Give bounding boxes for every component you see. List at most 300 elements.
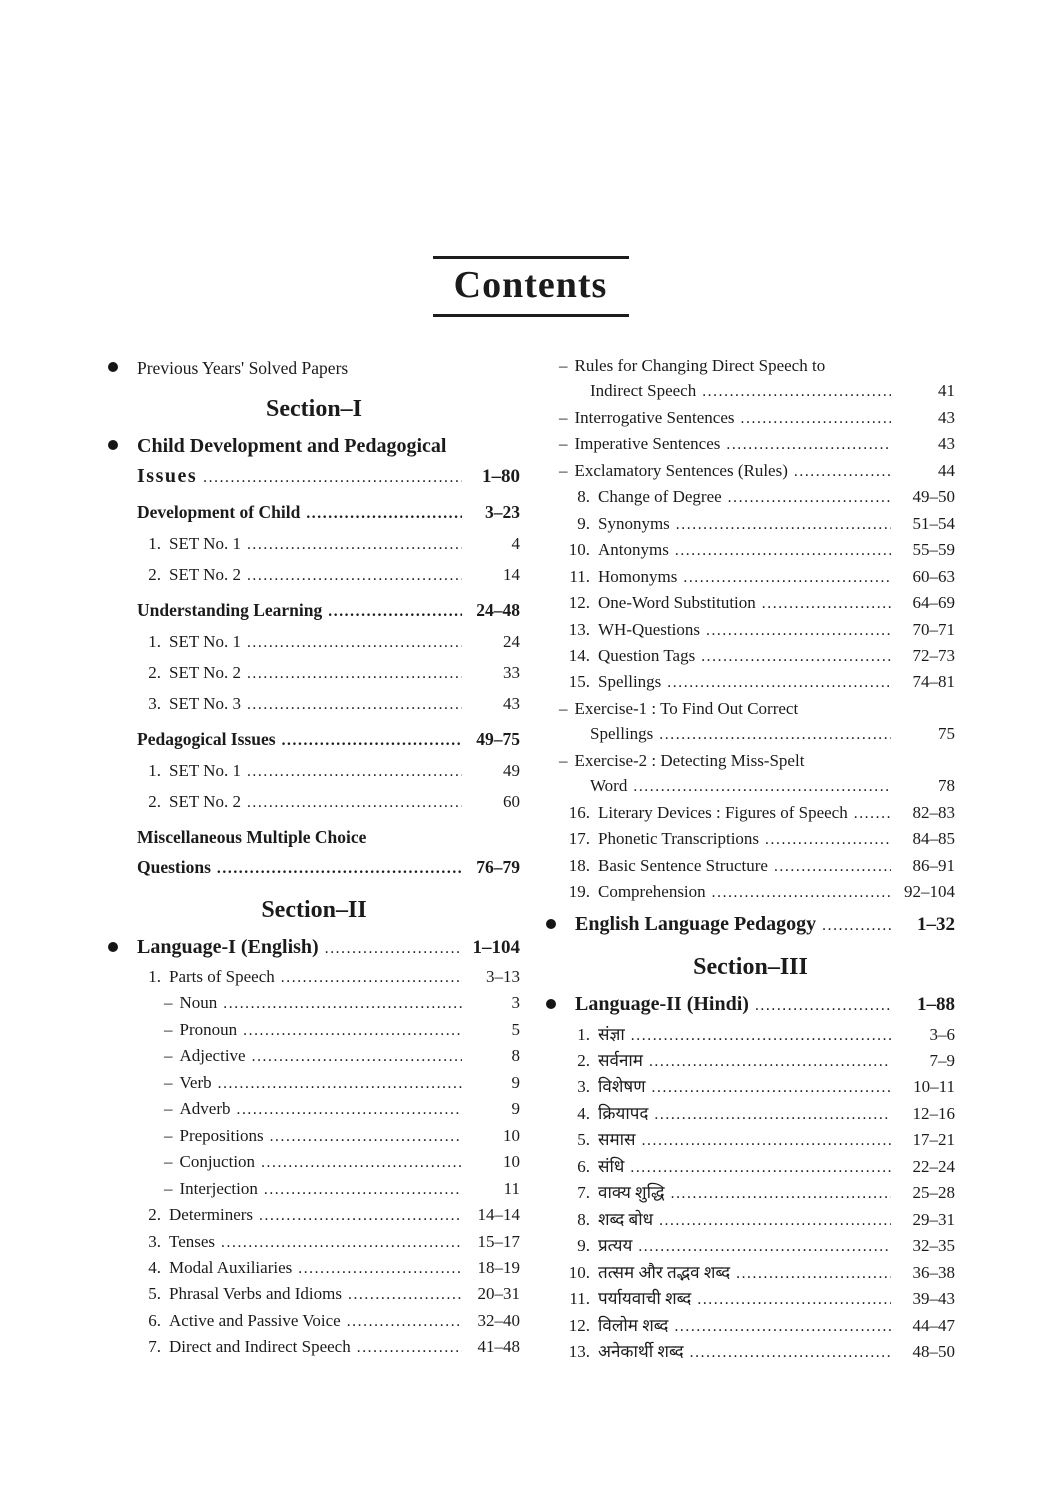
- toc-label: Rules for Changing Direct Speech to: [574, 356, 826, 375]
- item-number: 18.: [568, 855, 590, 875]
- toc-row: [108, 964, 520, 990]
- dot-leader: [630, 1155, 891, 1180]
- toc-pages: 7–9: [929, 1050, 955, 1070]
- bullet-icon: [546, 919, 556, 929]
- item-number: 10.: [568, 540, 590, 560]
- toc-pages: 43: [938, 434, 955, 454]
- toc-row: [546, 537, 955, 563]
- toc-pages: 25–28: [912, 1183, 955, 1203]
- toc-label: Phonetic Transcriptions: [598, 829, 760, 849]
- toc-label: Development of Child: [137, 502, 301, 522]
- toc-label: Change of Degree: [598, 487, 722, 507]
- toc-pages: 14: [503, 565, 520, 584]
- dash-icon: –: [164, 1046, 173, 1066]
- toc-row: [546, 1101, 955, 1127]
- toc-row: [108, 932, 520, 964]
- dot-leader: [631, 1023, 891, 1048]
- toc-row: [108, 1229, 520, 1255]
- dot-leader: [217, 854, 462, 884]
- dot-leader: [223, 991, 462, 1016]
- toc-pages: 24: [503, 632, 520, 651]
- toc-pages: 70–71: [912, 619, 955, 639]
- toc-label: Previous Years' Solved Papers: [137, 358, 349, 378]
- toc-pages: 75: [938, 724, 955, 744]
- dot-leader: [348, 1282, 462, 1307]
- item-number: 6.: [148, 1310, 161, 1330]
- toc-label: अनेकार्थी शब्द: [598, 1341, 684, 1361]
- toc-row: [546, 1260, 955, 1286]
- item-number: 1.: [148, 761, 161, 780]
- toc-columns: [108, 353, 955, 1365]
- item-number: 3.: [148, 1231, 161, 1251]
- bullet-icon: [108, 362, 118, 372]
- toc-label: Modal Auxiliaries: [169, 1257, 293, 1277]
- toc-pages: 55–59: [912, 540, 955, 560]
- toc-label: Comprehension: [598, 882, 706, 902]
- dot-leader: [347, 1309, 462, 1334]
- dot-leader: [690, 1340, 891, 1365]
- dash-icon: –: [559, 407, 568, 427]
- item-number: 2.: [148, 792, 161, 811]
- toc-label: Interrogative Sentences: [574, 407, 735, 427]
- toc-row: [108, 353, 520, 383]
- toc-row: [108, 529, 520, 560]
- bullet-icon: [108, 942, 118, 952]
- toc-label: Questions: [137, 857, 211, 877]
- toc-row: [108, 627, 520, 658]
- dot-leader: [357, 1335, 462, 1360]
- toc-row: [108, 1017, 520, 1043]
- toc-row: [546, 989, 955, 1021]
- toc-label: English Language Pedagogy: [575, 912, 817, 935]
- toc-label: समास: [598, 1130, 636, 1150]
- dot-leader: [247, 788, 462, 818]
- toc-pages: 22–24: [912, 1156, 955, 1176]
- toc-row: [546, 909, 955, 941]
- toc-label: Direct and Indirect Speech: [169, 1337, 351, 1357]
- toc-row: [108, 595, 520, 627]
- toc-pages: 10–11: [913, 1077, 955, 1097]
- item-number: 2.: [577, 1050, 590, 1070]
- toc-pages: 32–35: [912, 1236, 955, 1256]
- toc-row: [108, 658, 520, 689]
- toc-row: [546, 748, 955, 773]
- dash-icon: –: [164, 1178, 173, 1198]
- toc-pages: 3–6: [929, 1024, 955, 1044]
- dot-leader: [306, 499, 462, 529]
- toc-pages: 92–104: [904, 882, 955, 902]
- toc-label: वाक्य शुद्धि: [598, 1183, 665, 1203]
- toc-label: Understanding Learning: [137, 600, 323, 620]
- page-title: Contents: [453, 264, 608, 306]
- item-number: 12.: [568, 593, 590, 613]
- toc-row: [546, 1313, 955, 1339]
- toc-pages: 9: [511, 1072, 520, 1092]
- toc-label: Exclamatory Sentences (Rules): [574, 460, 788, 480]
- toc-row: [546, 1127, 955, 1153]
- dot-leader: [701, 644, 891, 669]
- toc-pages: 51–54: [912, 513, 955, 533]
- item-number: 17.: [568, 829, 590, 849]
- toc-label: Pedagogical Issues: [137, 729, 276, 749]
- toc-pages: 82–83: [912, 802, 955, 822]
- toc-label: Noun: [179, 993, 218, 1013]
- item-number: 7.: [577, 1183, 590, 1203]
- item-number: 10.: [568, 1262, 590, 1282]
- toc-row: [546, 643, 955, 669]
- toc-label: Miscellaneous Multiple Choice: [137, 827, 367, 847]
- toc-pages: 43: [938, 407, 955, 427]
- toc-label: Exercise-2 : Detecting Miss-Spelt: [574, 750, 805, 770]
- item-number: 11.: [569, 566, 590, 586]
- dash-icon: –: [559, 434, 568, 454]
- toc-label: प्रत्यय: [598, 1236, 633, 1256]
- dot-leader: [854, 801, 891, 826]
- toc-label: Word: [590, 776, 628, 796]
- toc-pages: 11: [503, 1178, 520, 1198]
- toc-label: Adverb: [179, 1099, 231, 1119]
- toc-label: SET No. 2: [169, 792, 241, 811]
- toc-label: Conjuction: [179, 1152, 256, 1172]
- dot-leader: [247, 757, 462, 787]
- dash-icon: –: [164, 993, 173, 1013]
- dot-leader: [706, 618, 891, 643]
- item-number: 5.: [577, 1130, 590, 1150]
- toc-label: Phrasal Verbs and Idioms: [169, 1284, 342, 1304]
- toc-label: पर्यायवाची शब्द: [598, 1289, 692, 1309]
- toc-row: [546, 826, 955, 852]
- toc-pages: 33: [503, 663, 520, 682]
- toc-row: [108, 1149, 520, 1175]
- dot-leader: [736, 1261, 891, 1286]
- toc-pages: 3–23: [485, 502, 520, 522]
- bullet-icon: [546, 999, 556, 1009]
- item-number: 6.: [577, 1156, 590, 1176]
- toc-pages: 60–63: [912, 566, 955, 586]
- toc-label: विलोम शब्द: [598, 1315, 669, 1335]
- dot-leader: [236, 1097, 462, 1122]
- toc-label: Indirect Speech: [590, 381, 697, 401]
- toc-row: [546, 1233, 955, 1259]
- toc-row: [108, 1281, 520, 1307]
- item-number: 2.: [148, 565, 161, 584]
- toc-pages: 41: [938, 381, 955, 401]
- bullet-icon: [108, 440, 118, 450]
- dot-leader: [702, 379, 891, 404]
- toc-pages: 9: [511, 1099, 520, 1119]
- item-number: 3.: [577, 1077, 590, 1097]
- toc-label: Verb: [179, 1072, 212, 1092]
- toc-label: Parts of Speech: [169, 967, 275, 986]
- dot-leader: [325, 934, 462, 964]
- dot-leader: [261, 1150, 462, 1175]
- toc-pages: 4: [511, 534, 520, 553]
- toc-row: [546, 773, 955, 799]
- dot-leader: [667, 670, 891, 695]
- toc-row: [546, 1207, 955, 1233]
- toc-pages: 36–38: [912, 1262, 955, 1282]
- toc-row: [546, 696, 955, 721]
- dot-leader: [697, 1287, 891, 1312]
- toc-row: [546, 1154, 955, 1180]
- toc-label: Question Tags: [598, 645, 696, 665]
- toc-row: [108, 461, 520, 493]
- toc-row: [546, 1286, 955, 1312]
- toc-label: Literary Devices : Figures of Speech: [598, 802, 848, 822]
- toc-pages: 64–69: [912, 593, 955, 613]
- toc-pages: 29–31: [912, 1209, 955, 1229]
- toc-pages: 84–85: [912, 829, 955, 849]
- toc-row: [108, 756, 520, 787]
- toc-pages: 74–81: [912, 672, 955, 692]
- toc-pages: 76–79: [476, 857, 520, 877]
- dot-leader: [633, 774, 891, 799]
- item-number: 3.: [148, 694, 161, 713]
- toc-label: Child Development and Pedagogical: [137, 435, 447, 457]
- dot-leader: [270, 1124, 462, 1149]
- item-number: 1.: [148, 632, 161, 651]
- toc-label: Spellings: [590, 724, 654, 744]
- toc-label: Exercise-1 : To Find Out Correct: [574, 698, 799, 718]
- dot-leader: [281, 965, 462, 990]
- toc-label: संज्ञा: [598, 1024, 625, 1044]
- toc-row: [108, 990, 520, 1016]
- toc-label: Prepositions: [179, 1125, 264, 1145]
- toc-label: Imperative Sentences: [574, 434, 721, 454]
- toc-pages: 10: [503, 1152, 520, 1172]
- dot-leader: [683, 565, 891, 590]
- dash-icon: –: [559, 750, 568, 770]
- item-number: 1.: [577, 1024, 590, 1044]
- toc-column-left: [108, 353, 520, 1365]
- toc-label: विशेषण: [598, 1077, 646, 1097]
- item-number: 8.: [577, 1209, 590, 1229]
- toc-label: Adjective: [179, 1046, 246, 1066]
- item-number: 1.: [148, 534, 161, 553]
- toc-row: [108, 560, 520, 591]
- item-number: 2.: [148, 663, 161, 682]
- toc-label: Spellings: [598, 672, 662, 692]
- toc-pages: 1–104: [472, 937, 520, 958]
- toc-pages: 43: [503, 694, 520, 713]
- toc-pages: 86–91: [912, 855, 955, 875]
- dot-leader: [674, 1314, 891, 1339]
- toc-pages: 1–80: [482, 466, 520, 487]
- toc-row: [108, 852, 520, 884]
- dot-leader: [712, 880, 891, 905]
- toc-row: [546, 378, 955, 404]
- dot-leader: [675, 538, 891, 563]
- dot-leader: [247, 628, 462, 658]
- item-number: 9.: [577, 1236, 590, 1256]
- toc-pages: 60: [503, 792, 520, 811]
- dot-leader: [794, 459, 891, 484]
- toc-label: Language-II (Hindi): [575, 992, 749, 1015]
- section-heading: Section–II: [261, 897, 367, 923]
- dot-leader: [728, 485, 891, 510]
- toc-row: [546, 353, 955, 378]
- item-number: 14.: [568, 645, 590, 665]
- dot-leader: [252, 1044, 462, 1069]
- dot-leader: [659, 722, 891, 747]
- dot-leader: [765, 827, 891, 852]
- toc-pages: 14–14: [477, 1205, 520, 1225]
- item-number: 4.: [577, 1103, 590, 1123]
- toc-row: [546, 484, 955, 510]
- toc-row: [108, 787, 520, 818]
- dot-leader: [774, 854, 891, 879]
- toc-row: [546, 800, 955, 826]
- toc-pages: 1–32: [917, 913, 955, 935]
- dash-icon: –: [559, 356, 568, 375]
- toc-column-right: [546, 353, 955, 1365]
- dot-leader: [671, 1181, 891, 1206]
- section-heading: Section–I: [266, 396, 362, 422]
- item-number: 5.: [148, 1284, 161, 1304]
- toc-label: SET No. 1: [169, 534, 241, 553]
- toc-label: WH-Questions: [598, 619, 700, 639]
- toc-row: [546, 669, 955, 695]
- toc-label: SET No. 2: [169, 663, 241, 682]
- dot-leader: [649, 1049, 891, 1074]
- dot-leader: [203, 463, 462, 493]
- dot-leader: [642, 1128, 891, 1153]
- toc-row: [108, 497, 520, 529]
- toc-row: [546, 879, 955, 905]
- dash-icon: –: [164, 1152, 173, 1172]
- toc-pages: 49–50: [912, 487, 955, 507]
- dot-leader: [328, 597, 462, 627]
- toc-pages: 32–40: [477, 1310, 520, 1330]
- toc-row: [108, 1202, 520, 1228]
- dot-leader: [638, 1234, 891, 1259]
- toc-label: SET No. 3: [169, 694, 241, 713]
- dash-icon: –: [164, 1099, 173, 1119]
- toc-row: [546, 564, 955, 590]
- item-number: 13.: [568, 619, 590, 639]
- toc-row: [546, 853, 955, 879]
- toc-pages: 1–88: [917, 993, 955, 1015]
- toc-row: [546, 590, 955, 616]
- dash-icon: –: [164, 1125, 173, 1145]
- toc-pages: 24–48: [476, 600, 520, 620]
- toc-row: [108, 431, 520, 461]
- toc-pages: 48–50: [912, 1341, 955, 1361]
- page-title-block: [433, 256, 629, 317]
- toc-label: Basic Sentence Structure: [598, 855, 768, 875]
- dot-leader: [741, 406, 891, 431]
- toc-label: Tenses: [169, 1231, 216, 1251]
- dot-leader: [654, 1102, 891, 1127]
- dash-icon: –: [559, 460, 568, 480]
- item-number: 11.: [569, 1289, 590, 1309]
- toc-row: [546, 1180, 955, 1206]
- toc-row: [546, 1339, 955, 1365]
- toc-row: [546, 1074, 955, 1100]
- dot-leader: [726, 432, 891, 457]
- dot-leader: [218, 1071, 462, 1096]
- toc-label: Synonyms: [598, 513, 670, 533]
- toc-row: [546, 1022, 955, 1048]
- dot-leader: [676, 512, 891, 537]
- dot-leader: [221, 1230, 462, 1255]
- toc-row: [108, 822, 520, 852]
- toc-label: SET No. 1: [169, 632, 241, 651]
- dot-leader: [264, 1177, 462, 1202]
- item-number: 16.: [568, 802, 590, 822]
- dash-icon: –: [164, 1019, 173, 1039]
- toc-row: [108, 1123, 520, 1149]
- toc-label: क्रियापद: [598, 1103, 649, 1123]
- dot-leader: [762, 591, 891, 616]
- toc-label: Homonyms: [598, 566, 678, 586]
- toc-pages: 44: [938, 460, 955, 480]
- toc-pages: 3: [511, 993, 520, 1013]
- dot-leader: [247, 690, 462, 720]
- toc-pages: 12–16: [912, 1103, 955, 1123]
- toc-pages: 49–75: [476, 729, 520, 749]
- dot-leader: [247, 561, 462, 591]
- toc-label: Antonyms: [598, 540, 669, 560]
- toc-label: Active and Passive Voice: [169, 1310, 341, 1330]
- toc-row: [546, 721, 955, 747]
- item-number: 2.: [148, 1205, 161, 1225]
- toc-pages: 8: [511, 1046, 520, 1066]
- toc-label: Determiners: [169, 1205, 254, 1225]
- item-number: 9.: [577, 513, 590, 533]
- toc-row: [108, 1096, 520, 1122]
- toc-pages: 44–47: [912, 1315, 955, 1335]
- dot-leader: [282, 726, 462, 756]
- toc-row: [108, 689, 520, 720]
- dot-leader: [259, 1203, 462, 1228]
- toc-row: [546, 458, 955, 484]
- toc-row: [108, 1255, 520, 1281]
- toc-pages: 15–17: [477, 1231, 520, 1251]
- toc-pages: 10: [503, 1125, 520, 1145]
- toc-row: [108, 1308, 520, 1334]
- dot-leader: [247, 659, 462, 689]
- dash-icon: –: [559, 698, 568, 718]
- toc-row: [108, 1334, 520, 1360]
- toc-pages: 18–19: [477, 1257, 520, 1277]
- toc-row: [108, 1176, 520, 1202]
- toc-row: [108, 1070, 520, 1096]
- toc-label: संधि: [598, 1156, 625, 1176]
- dot-leader: [247, 530, 462, 560]
- section-heading: Section–III: [693, 953, 808, 980]
- toc-row: [546, 405, 955, 431]
- toc-pages: 78: [938, 776, 955, 796]
- dot-leader: [822, 911, 891, 941]
- toc-pages: 39–43: [912, 1289, 955, 1309]
- item-number: 7.: [148, 1337, 161, 1357]
- dot-leader: [298, 1256, 462, 1281]
- dot-leader: [243, 1018, 462, 1043]
- toc-row: [546, 431, 955, 457]
- toc-row: [546, 511, 955, 537]
- toc-label: Pronoun: [179, 1019, 238, 1039]
- toc-label: One-Word Substitution: [598, 593, 756, 613]
- dot-leader: [659, 1208, 891, 1233]
- dash-icon: –: [164, 1072, 173, 1092]
- toc-label: Interjection: [179, 1178, 258, 1198]
- item-number: 1.: [148, 967, 161, 986]
- toc-pages: 3–13: [486, 967, 520, 986]
- dot-leader: [755, 991, 891, 1021]
- item-number: 8.: [577, 487, 590, 507]
- item-number: 15.: [568, 672, 590, 692]
